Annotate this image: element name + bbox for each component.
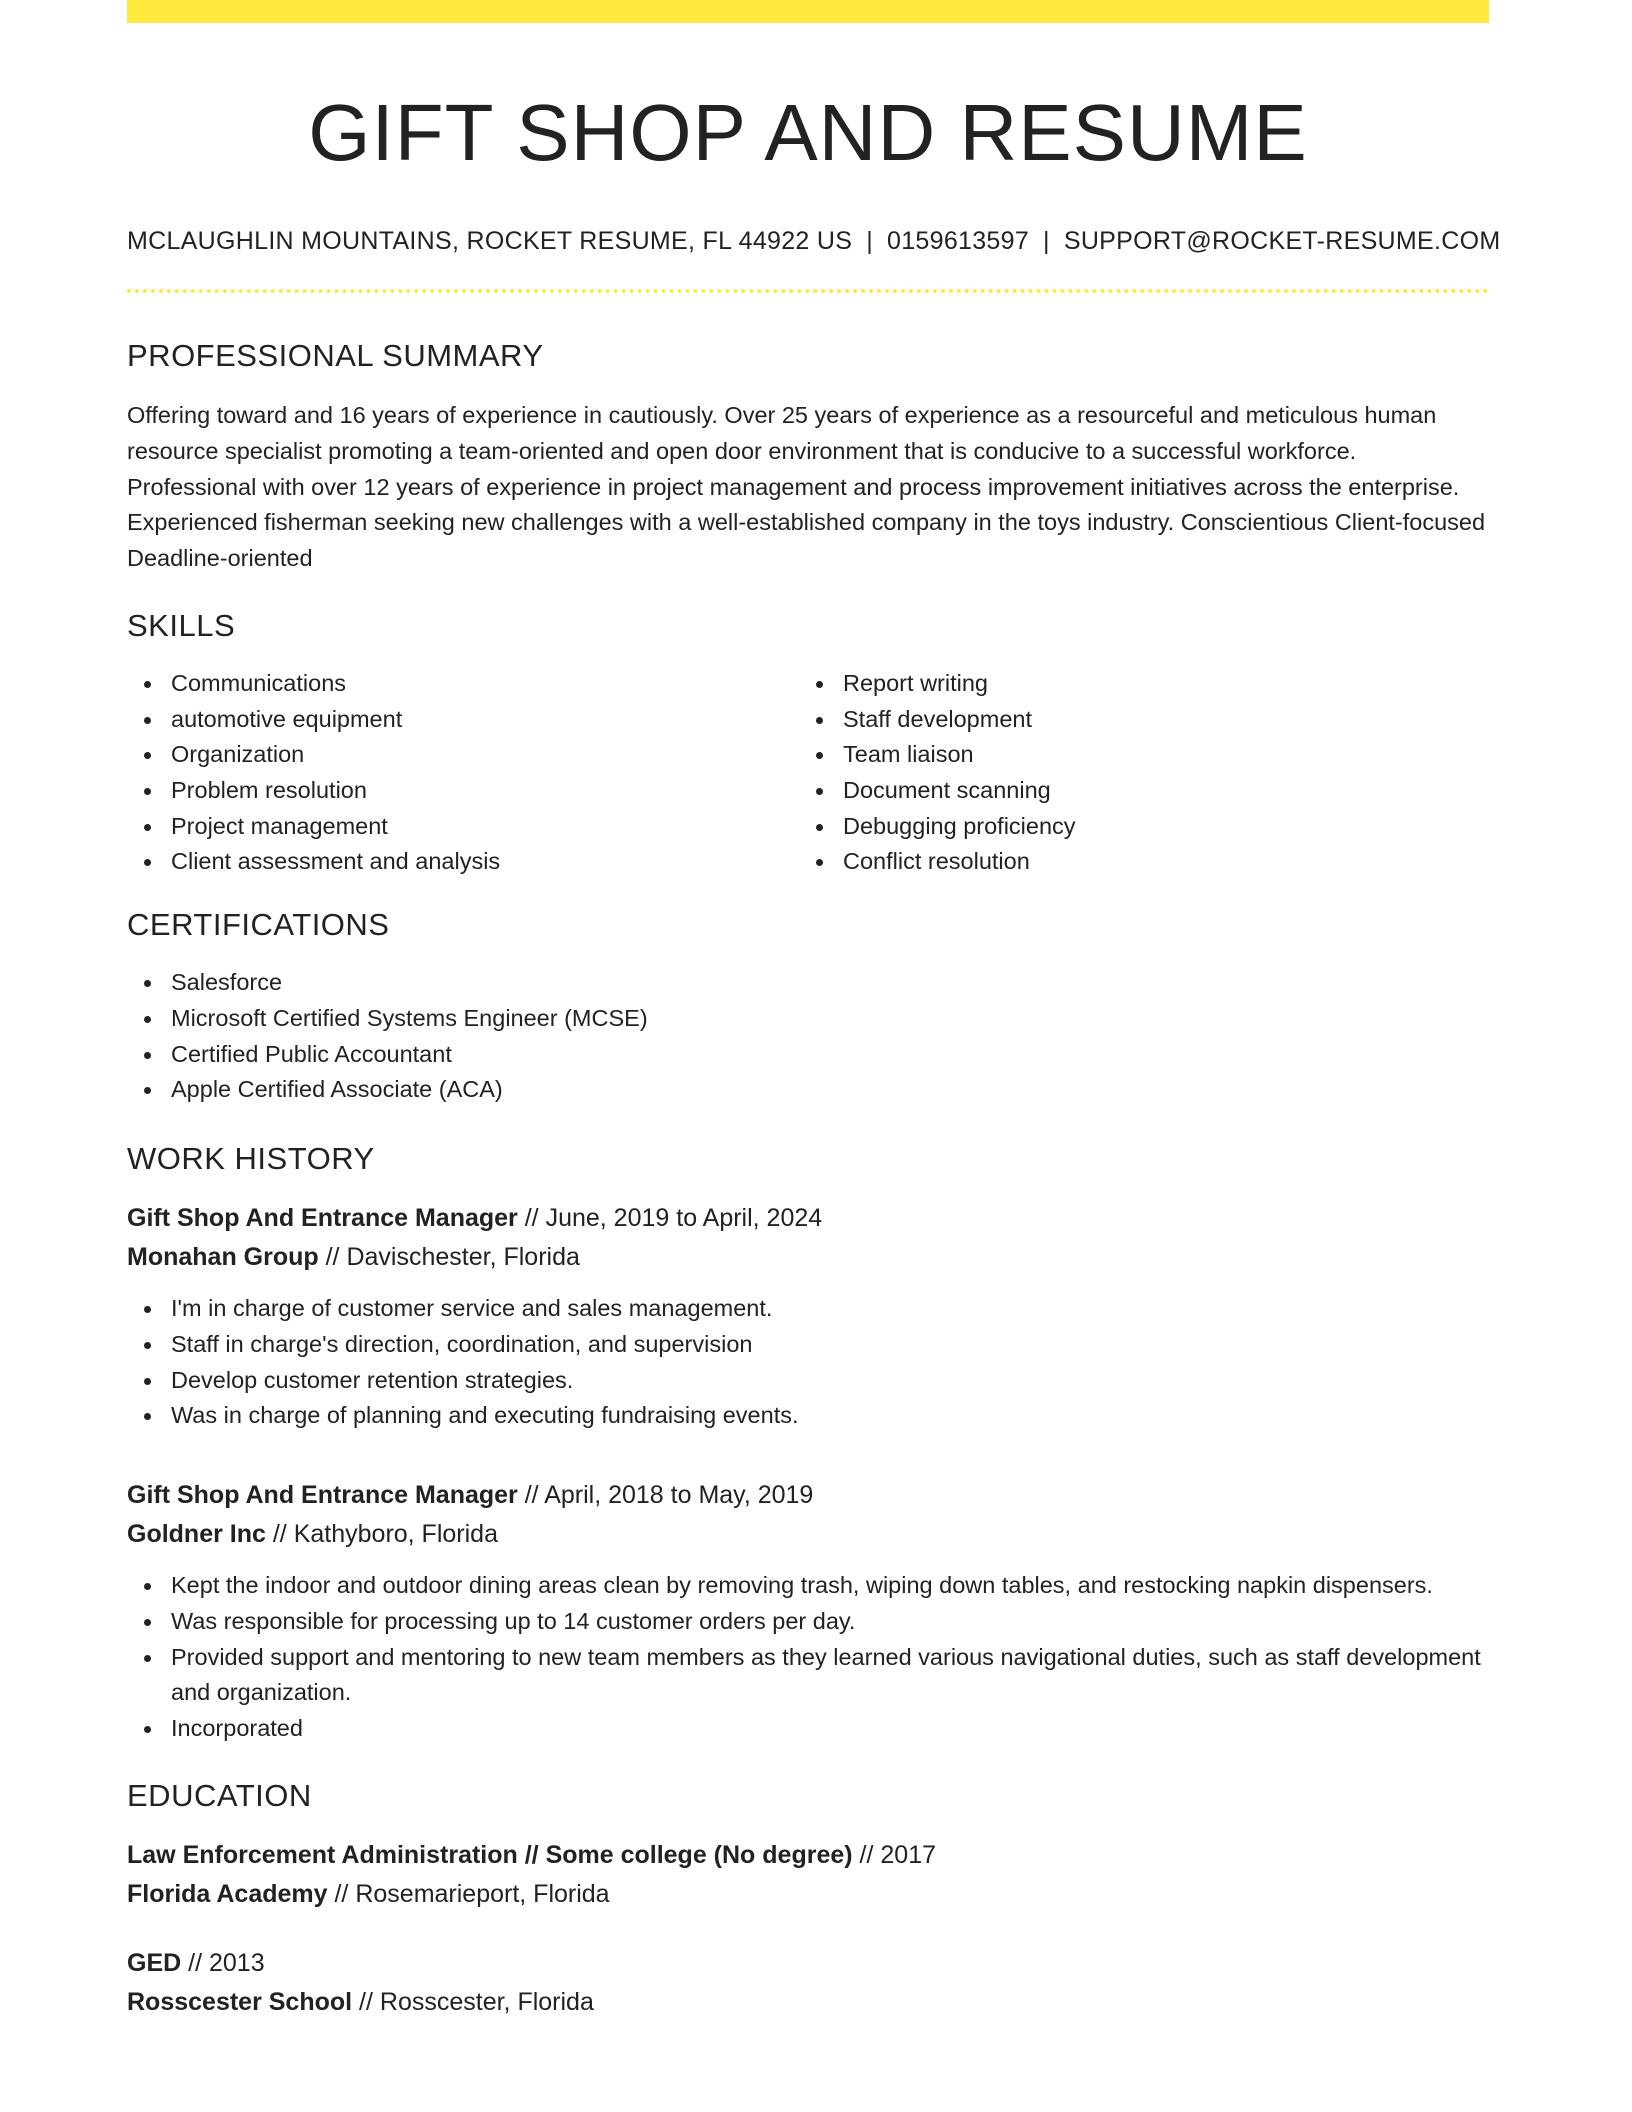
job-location: Kathyboro, Florida bbox=[293, 1520, 498, 1549]
section-title-summary: PROFESSIONAL SUMMARY bbox=[127, 338, 544, 373]
skill-item: Report writing bbox=[843, 666, 1471, 702]
job-dates: June, 2019 to April, 2024 bbox=[545, 1204, 823, 1233]
skill-item: Conflict resolution bbox=[843, 844, 1471, 880]
education-school-line bbox=[127, 1875, 1489, 1914]
job-bullets bbox=[127, 1568, 1489, 1747]
contact-address: MCLAUGHLIN MOUNTAINS, ROCKET RESUME, FL 44922 US bbox=[127, 227, 853, 255]
skill-item: Project management bbox=[171, 809, 799, 845]
job-location: Davischester, Florida bbox=[346, 1243, 580, 1272]
certifications-list bbox=[127, 965, 1489, 1108]
resume-page bbox=[127, 0, 1501, 2022]
skill-item: automotive equipment bbox=[171, 702, 799, 738]
skill-item: Document scanning bbox=[843, 773, 1471, 809]
education-separator: // bbox=[852, 1840, 881, 1869]
education-year: 2017 bbox=[880, 1840, 937, 1869]
job-separator: // bbox=[265, 1520, 294, 1549]
contact-separator: | bbox=[1043, 227, 1050, 255]
education-location: Rosemarieport, Florida bbox=[355, 1879, 610, 1908]
education-degree-line bbox=[127, 1836, 1489, 1875]
skill-item: Client assessment and analysis bbox=[171, 844, 799, 880]
certification-item: Salesforce bbox=[171, 965, 1489, 1001]
resume-name: GIFT SHOP AND RESUME bbox=[308, 88, 1308, 177]
job-company: Monahan Group bbox=[127, 1243, 319, 1272]
job-bullets bbox=[127, 1291, 1489, 1434]
summary-text: Offering toward and 16 years of experience in cautiously. Over 25 years of experience as a resourceful and meticulous human resource specialist promoting a team-oriented and open door environment that is conducive to a successful workforce. Professional with over 12 years of experience in project management and process improvement initiatives across the enterprise. Experienced fisherman seeking new challenges with a well-established company in the toys industry. Conscientious Client-focused Deadline-oriented bbox=[127, 402, 1486, 571]
skills-list-right bbox=[799, 666, 1471, 880]
education-degree: GED bbox=[127, 1948, 182, 1977]
job-role: Gift Shop And Entrance Manager bbox=[127, 1481, 518, 1510]
education-entry bbox=[127, 1944, 1489, 2022]
contact-email: SUPPORT@ROCKET-RESUME.COM bbox=[1063, 227, 1501, 255]
section-title-skills: SKILLS bbox=[127, 607, 236, 643]
job-entry bbox=[127, 1476, 1489, 1747]
education-school: Florida Academy bbox=[127, 1879, 328, 1908]
job-bullet: Develop customer retention strategies. bbox=[171, 1363, 1489, 1399]
skill-item: Organization bbox=[171, 737, 799, 773]
job-bullet: Provided support and mentoring to new team members as they learned various navigational duties, such as staff development and organization. bbox=[171, 1640, 1489, 1711]
section-title-certifications: CERTIFICATIONS bbox=[127, 907, 390, 943]
skill-item: Staff development bbox=[843, 702, 1471, 738]
education-degree-line bbox=[127, 1944, 1489, 1983]
education-degree: Law Enforcement Administration // Some college (No degree) bbox=[127, 1840, 853, 1869]
education-year: 2013 bbox=[208, 1948, 265, 1977]
certification-item: Apple Certified Associate (ACA) bbox=[171, 1072, 1489, 1108]
skills-column-right bbox=[799, 666, 1471, 880]
skill-item: Communications bbox=[171, 666, 799, 702]
education-school-line bbox=[127, 1983, 1489, 2022]
job-bullet: Incorporated bbox=[171, 1711, 1489, 1747]
contact-phone: 0159613597 bbox=[887, 227, 1030, 255]
job-entry bbox=[127, 1199, 1489, 1434]
certification-item: Certified Public Accountant bbox=[171, 1037, 1489, 1073]
skills-grid bbox=[127, 666, 1489, 880]
education-school: Rosscester School bbox=[127, 1987, 353, 2016]
education-entry bbox=[127, 1836, 1489, 1914]
job-company: Goldner Inc bbox=[127, 1520, 266, 1549]
accent-top-bar bbox=[127, 0, 1489, 23]
job-dates: April, 2018 to May, 2019 bbox=[544, 1481, 814, 1510]
section-title-education: EDUCATION bbox=[127, 1777, 312, 1813]
job-bullet: Was in charge of planning and executing fundraising events. bbox=[171, 1398, 1489, 1434]
education-separator: // bbox=[181, 1948, 209, 1977]
dotted-divider bbox=[127, 289, 1489, 293]
job-bullet: I'm in charge of customer service and sales management. bbox=[171, 1291, 1489, 1327]
skill-item: Problem resolution bbox=[171, 773, 799, 809]
job-company-line bbox=[127, 1515, 1489, 1554]
job-role: Gift Shop And Entrance Manager bbox=[127, 1204, 518, 1233]
job-bullet: Staff in charge's direction, coordination, and supervision bbox=[171, 1327, 1489, 1363]
job-bullet: Kept the indoor and outdoor dining areas clean by removing trash, wiping down tables, and restocking napkin dispensers. bbox=[171, 1568, 1489, 1604]
job-separator: // bbox=[517, 1204, 546, 1233]
contact-separator: | bbox=[866, 227, 873, 255]
skill-item: Debugging proficiency bbox=[843, 809, 1471, 845]
certification-item: Microsoft Certified Systems Engineer (MCSE) bbox=[171, 1001, 1489, 1037]
contact-line bbox=[127, 227, 1501, 256]
education-location: Rosscester, Florida bbox=[379, 1987, 594, 2016]
job-title-line bbox=[127, 1199, 1489, 1238]
job-title-line bbox=[127, 1476, 1489, 1515]
education-separator: // bbox=[352, 1987, 380, 2016]
skills-column-left bbox=[127, 666, 799, 880]
skills-list-left bbox=[127, 666, 799, 880]
education-separator: // bbox=[327, 1879, 356, 1908]
job-company-line bbox=[127, 1238, 1489, 1277]
job-separator: // bbox=[517, 1481, 545, 1510]
job-bullet: Was responsible for processing up to 14 customer orders per day. bbox=[171, 1604, 1489, 1640]
skill-item: Team liaison bbox=[843, 737, 1471, 773]
section-title-work-history: WORK HISTORY bbox=[127, 1141, 375, 1177]
job-separator: // bbox=[318, 1243, 347, 1272]
